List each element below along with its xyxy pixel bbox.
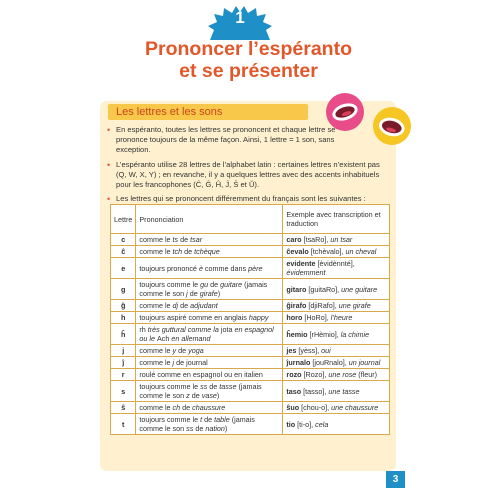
header-pronunciation: Prononciation [136,205,283,234]
example-transcription: [djiRafo], [306,301,339,310]
row-pronunciation [136,246,283,258]
pronunciation-segment: toujours comme le [139,415,201,424]
pronunciation-segment: roulé comme en espagnol ou en italien [139,370,263,379]
example-word: ŝuo [286,403,300,412]
pronunciation-segment: è [198,263,203,273]
example-transcription: [yèss], [296,346,322,355]
pronunciation-segment: t [200,415,203,424]
table-row [111,402,390,414]
row-example [283,381,390,402]
example-word: ĝirafo [286,301,307,310]
pronunciation-segment: toujours comme le [139,382,201,391]
example-translation: une rose [328,370,357,379]
pronunciation-segment: très guttural comme la [145,325,221,334]
pronunciation-segment: j [172,358,175,367]
pronunciation-segment: vase [201,391,217,400]
example-translation: un tsar [330,235,353,244]
page-title-line1: Prononcer l’espéranto [145,38,352,60]
pronunciation-segment: comme le [139,358,173,367]
example-transcription: [Rozo], [301,370,329,379]
pronunciation-segment: comme le [139,301,173,310]
table-row [111,279,390,300]
example-word: caro [286,235,302,244]
example-transcription: [HoRo], [302,313,331,322]
pronunciation-segment: gu [200,280,209,289]
example-translation: oui [321,346,331,355]
table-row [111,357,390,369]
pronunciation-segment: de journal [174,358,208,367]
pronunciation-segment: de [202,415,215,424]
pronunciation-segment: Ach [156,334,170,343]
example-word: tio [286,419,296,429]
example-word: horo [286,313,303,322]
pronunciation-segment: ) [217,289,221,298]
table-row [111,246,390,258]
page-title-line2: et se présenter [179,60,318,82]
pronunciation-segment: yoga [188,346,204,355]
pronunciation-segment: table [214,415,230,424]
table-row [111,258,390,279]
list-item: • Les lettres qui se prononcent différemment du français sont les suivantes : [106,194,389,204]
table-row [111,324,390,345]
row-pronunciation [136,300,283,312]
pronunciation-segment: de [178,235,191,244]
header-example: Exemple avec transcription et traduction [283,205,390,234]
pronunciation-segment: comme le [139,403,173,412]
row-letter: ĵ [111,357,136,369]
pronunciation-segment: de [207,382,220,391]
table-row [111,414,390,435]
row-letter: r [111,369,136,381]
list-item: • L’espéranto utilise 28 lettres de l’alphabet latin : certaines lettres n’existent pas (Q, W, X, Y) ; en revanche, il y a quelques lettres avec des accents inhabituels pour les francophones (Ĉ, Ĝ, Ĥ, Ĵ, Ŝ et Ŭ). [106,160,389,191]
pronunciation-segment: ss [186,424,194,433]
pronunciation-segment: (jamais comme le son [139,382,262,400]
pronunciation-segment: de [208,280,221,289]
pronunciation-segment: comme dans [202,263,249,273]
example-translation: cela [315,419,329,429]
example-translation: un journal [348,358,381,367]
pronunciation-segment: happy [248,313,269,322]
row-pronunciation [136,381,283,402]
pronunciation-segment: z [186,391,190,400]
row-pronunciation [136,279,283,300]
example-word: rozo [286,370,302,379]
pronunciation-segment: père [248,263,263,273]
row-example [283,246,390,258]
pronunciation-segment: en espagnol ou le [139,325,274,343]
example-translation: une guitare [341,284,378,294]
pronunciation-segment: (jamais comme le son [139,415,255,433]
page-number: 3 [386,471,405,488]
row-example [283,300,390,312]
row-pronunciation [136,312,283,324]
pronunciation-segment: en allemand [169,334,211,343]
pronunciation-segment: adjudant [190,301,218,310]
pronunciation-segment: ss [200,382,208,391]
example-note: (fleur) [356,370,378,379]
row-pronunciation [136,402,283,414]
pronunciation-segment: toujours aspiré comme en anglais [139,313,249,322]
pronunciation-segment: (jamais comme le son [139,280,268,298]
example-word: ĥemio [286,329,308,339]
pronunciation-segment: ) [224,424,228,433]
pronunciation-segment: comme le [139,346,173,355]
example-word: ĉevalo [286,247,309,256]
row-letter: ĥ [111,324,136,345]
row-pronunciation [136,258,283,279]
intro-bullets [106,125,389,208]
row-letter: j [111,345,136,357]
example-transcription: [guitaRo], [306,284,342,294]
letters-table [110,204,390,435]
table-row [111,312,390,324]
example-word: evidente [286,259,316,268]
row-letter: s [111,381,136,402]
pronunciation-segment: de [193,424,206,433]
row-example [283,345,390,357]
example-transcription: [tchèvalo], [308,247,346,256]
pronunciation-segment: toujours comme le [139,280,201,289]
pronunciation-segment: de [178,301,191,310]
row-letter: e [111,258,136,279]
example-transcription: [ti-o], [295,419,316,429]
row-pronunciation [136,324,283,345]
row-pronunciation [136,357,283,369]
example-transcription: [tasso], [301,386,329,396]
example-translation: une girafe [338,301,371,310]
pronunciation-segment: comme le [139,235,173,244]
pronunciation-segment: ts [172,235,179,244]
pronunciation-segment: tasse [219,382,237,391]
row-letter: t [111,414,136,435]
row-example [283,402,390,414]
example-translation: l’heure [330,313,353,322]
example-translation: évidemment [286,268,326,277]
pronunciation-segment: comme le [139,247,173,256]
pronunciation-segment: ) [216,391,220,400]
pronunciation-segment: de [180,403,193,412]
table-row [111,369,390,381]
pronunciation-segment: de [187,289,200,298]
pronunciation-segment: jota [220,325,233,334]
pronunciation-segment: ch [172,403,181,412]
row-pronunciation [136,369,283,381]
pronunciation-segment: tsar [190,235,203,244]
row-letter: ŝ [111,402,136,414]
table-row [111,381,390,402]
row-pronunciation [136,345,283,357]
example-transcription: [èvidènnté], [315,259,355,268]
example-transcription: [tsaRo], [301,235,331,244]
header-letter: Lettre [111,205,136,234]
row-letter: g [111,279,136,300]
example-translation: une tasse [328,386,360,396]
pronunciation-segment: de [176,346,189,355]
pronunciation-segment: tch [172,247,183,256]
row-letter: ĝ [111,300,136,312]
example-transcription: [jouRnalo], [310,358,349,367]
pronunciation-segment: nation [205,424,225,433]
table-row [111,234,390,246]
chapter-number: 1 [235,8,245,27]
pronunciation-segment: dj [172,301,179,310]
example-transcription: [chou-o], [299,403,332,412]
pronunciation-segment: girafe [199,289,218,298]
row-pronunciation [136,234,283,246]
pronunciation-segment: de [189,391,202,400]
pronunciation-segment: tchèque [194,247,220,256]
row-example [283,312,390,324]
example-translation: une chaussure [331,403,379,412]
row-example [283,258,390,279]
row-example [283,234,390,246]
pronunciation-segment: rh [139,325,146,334]
example-transcription: [rHèmio], [307,329,341,339]
row-letter: h [111,312,136,324]
section-heading: Les lettres et les sons [108,104,308,120]
table-header-row [111,205,390,234]
pronunciation-segment: y [172,346,177,355]
pronunciation-segment: guitare [220,280,243,289]
row-letter: ĉ [111,246,136,258]
row-example [283,324,390,345]
row-example [283,369,390,381]
row-example [283,279,390,300]
example-translation: un cheval [345,247,377,256]
row-example [283,357,390,369]
row-letter: c [111,234,136,246]
example-translation: la chimie [340,329,370,339]
list-item: • En espéranto, toutes les lettres se prononcent et chaque lettre se prononce toujours de la même façon. Ainsi, 1 lettre = 1 son, sans exception. [106,125,389,156]
pronunciation-segment: chaussure [192,403,226,412]
example-word: jes [286,346,297,355]
pronunciation-segment: j [186,289,188,298]
example-word: ĵurnalo [286,358,311,367]
row-pronunciation [136,414,283,435]
table-row [111,345,390,357]
table-row [111,300,390,312]
example-word: gitaro [286,284,307,294]
pronunciation-segment: toujours prononcé [139,263,199,273]
row-example [283,414,390,435]
example-word: taso [286,386,302,396]
pronunciation-segment: de [182,247,195,256]
